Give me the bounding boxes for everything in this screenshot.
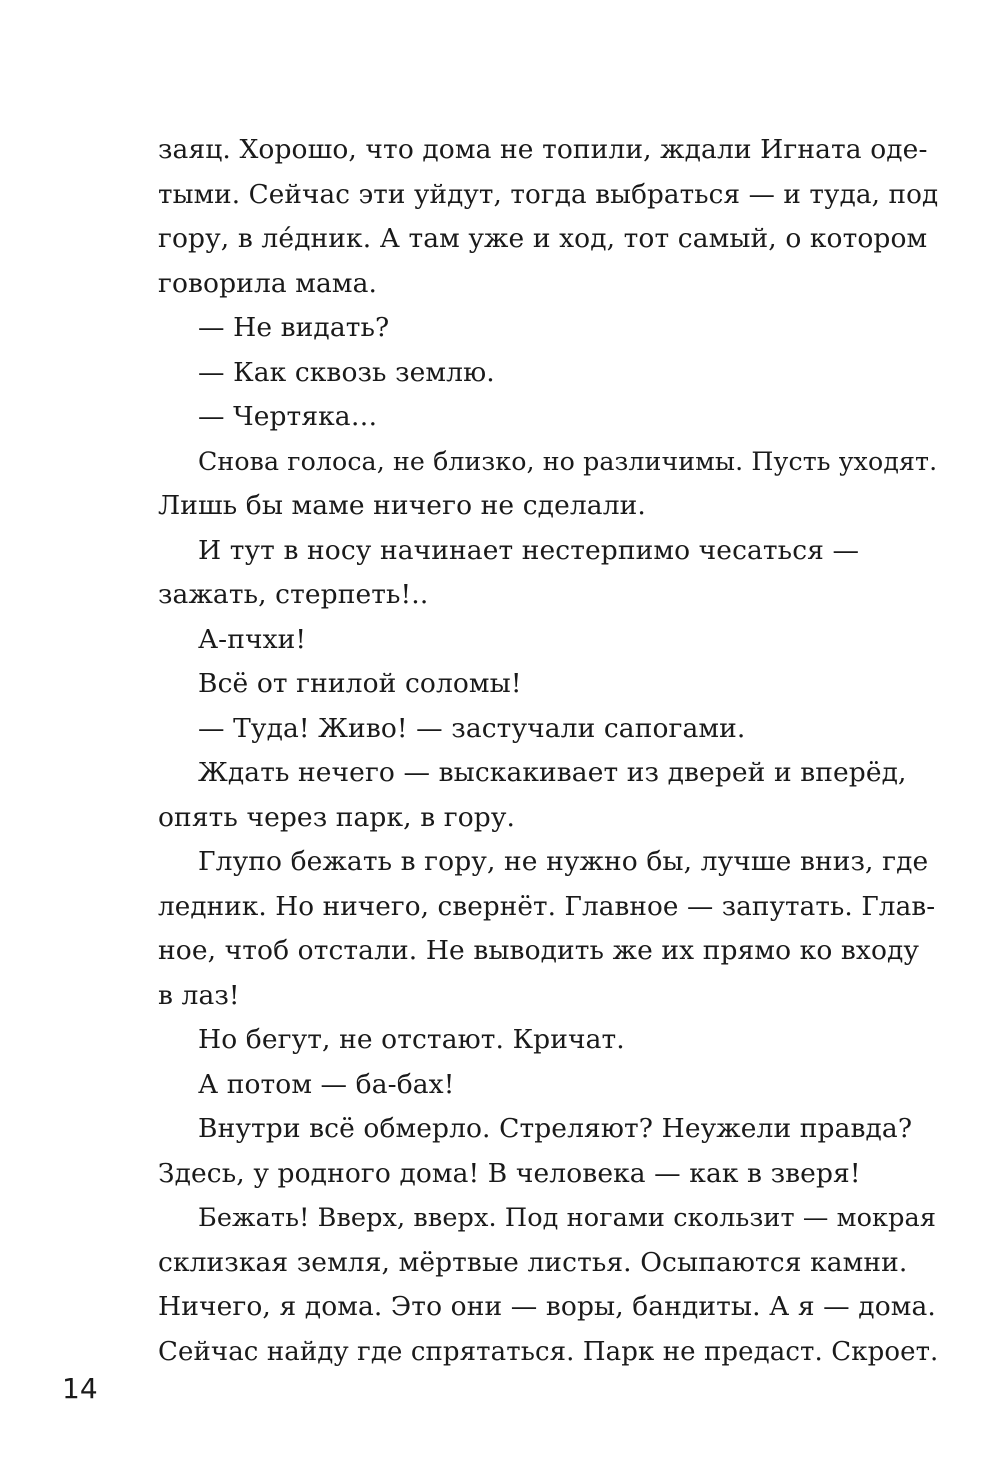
text-line: склизкая земля, мёртвые листья. Осыпаются камни. — [158, 1246, 908, 1278]
text-line: тыми. Сейчас эти уйдут, тогда выбраться — и туда, под — [158, 179, 939, 210]
paragraph-start-line: Бежать! Вверх, вверх. Под ногами скользит — мокрая — [198, 1203, 937, 1233]
text-line: Ничего, я дома. Это они — воры, бандиты. А я — дома. — [158, 1291, 936, 1322]
text-line: зажать, стерпеть!.. — [158, 579, 429, 610]
page-body-text — [158, 128, 938, 1374]
paragraph-start-line: Глупо бежать в гору, не нужно бы, лучше вниз, где — [198, 846, 929, 877]
text-line: в лаз! — [158, 979, 240, 1011]
text-line: говорила мама. — [158, 267, 378, 299]
paragraph-start-line: Ждать нечего — выскакивает из дверей и вперёд, — [198, 757, 907, 788]
text-line: Сейчас найду где спрятаться. Парк не предаст. Скроет. — [158, 1336, 939, 1367]
dialogue-line: — Чертяка… — [198, 401, 378, 432]
dialogue-line: — Не видать? — [198, 312, 390, 343]
paragraph-start-line: И тут в носу начинает нестерпимо чесаться — — [198, 534, 860, 566]
text-line: заяц. Хорошо, что дома не топили, ждали Игната оде- — [158, 134, 928, 165]
text-line: гору, в ле́дник. А там уже и ход, тот самый, о котором — [158, 223, 928, 254]
dialogue-line: — Туда! Живо! — застучали сапогами. — [198, 712, 746, 744]
paragraph-start-line: Но бегут, не отстают. Кричат. — [198, 1024, 625, 1055]
text-line: Лишь бы маме ничего не сделали. — [158, 490, 646, 521]
text-line: ное, чтоб отстали. Не выводить же их прямо ко входу — [158, 935, 920, 966]
text-line: ледник. Но ничего, свернёт. Главное — запутать. Глав- — [158, 891, 936, 922]
paragraph-start-line: Снова голоса, не близко, но различимы. Пусть уходят. — [198, 446, 938, 476]
paragraph-start-line: А-пчхи! — [198, 623, 307, 655]
page-number: 14 — [62, 1372, 98, 1405]
text-line: Здесь, у родного дома! В человека — как в зверя! — [158, 1157, 861, 1189]
text-line: опять через парк, в гору. — [158, 801, 516, 833]
dialogue-line: — Как сквозь землю. — [198, 356, 495, 388]
paragraph-start-line: Внутри всё обмерло. Стреляют? Неужели правда? — [198, 1113, 913, 1144]
paragraph-start-line: Всё от гнилой соломы! — [198, 668, 522, 699]
paragraph-start-line: А потом — ба-бах! — [198, 1068, 455, 1100]
